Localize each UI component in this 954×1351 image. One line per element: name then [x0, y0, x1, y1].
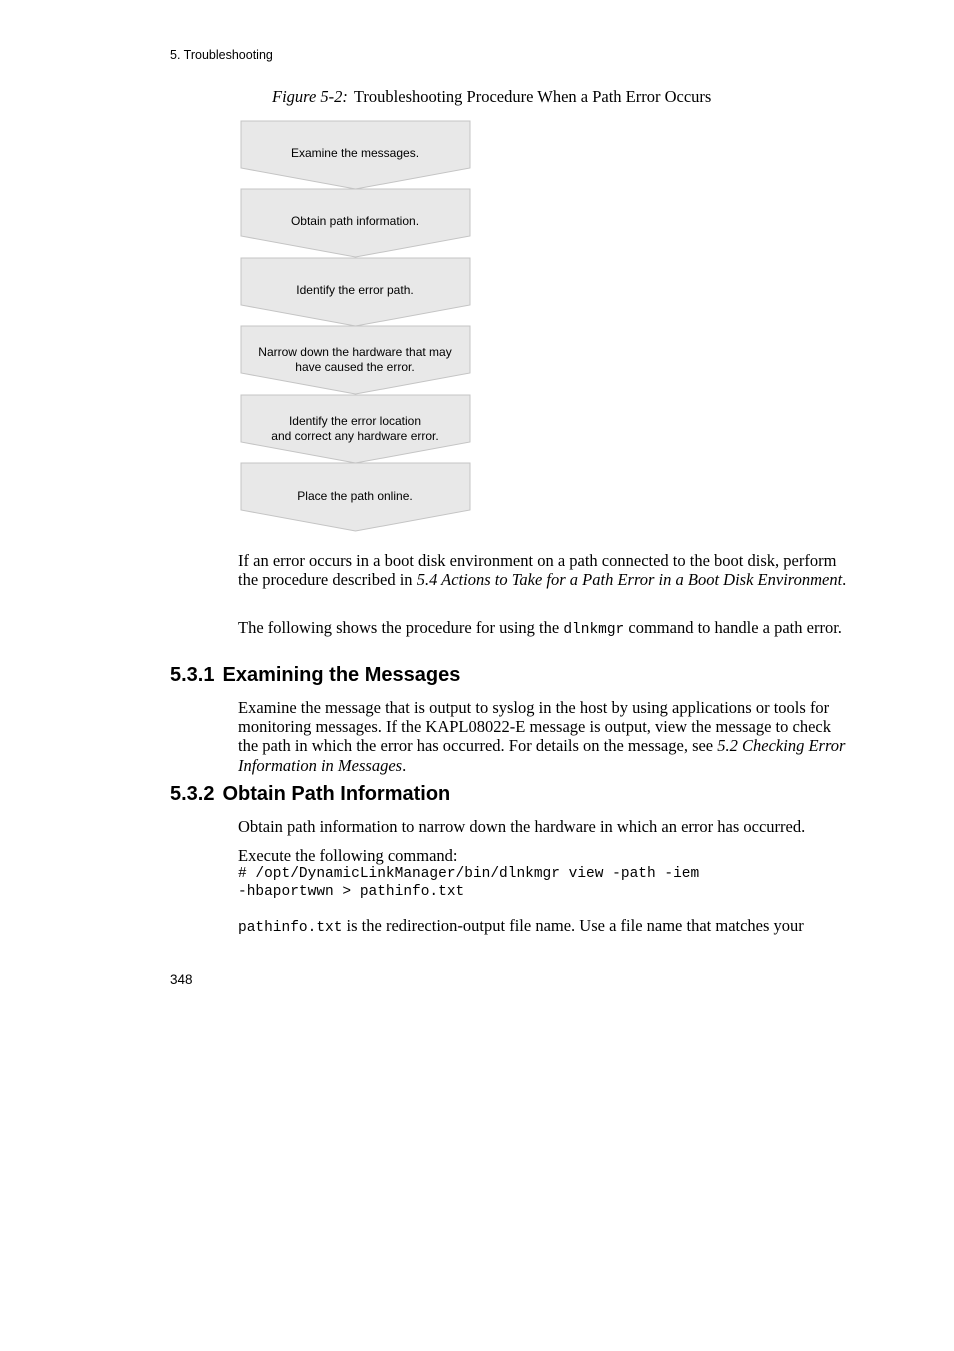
paragraph-text: Examine the message that is output to syslog in the host by using applications or tools for monitoring messages. If the KAPL08022-E message is output, view the message to check the path in which the error has occurred. For details on the message, see	[238, 698, 831, 756]
paragraph-text: Execute the following command:	[238, 846, 458, 865]
code-line: # /opt/DynamicLinkManager/bin/dlnkmgr view -path -iem	[238, 866, 700, 882]
paragraph-end: .	[402, 755, 407, 775]
flow-step-place-path-online	[240, 474, 470, 520]
flow-step-narrow-down-hardware	[240, 337, 470, 383]
paragraph-text: The following shows the procedure for using the	[238, 618, 564, 637]
paragraph-text: is the redirection-output file name. Use a file name that matches your	[342, 916, 804, 935]
section-title: Examining the Messages	[222, 664, 461, 686]
running-head: 5. Troubleshooting	[170, 48, 273, 62]
flow-step-label: Identify the error path.	[296, 283, 414, 298]
cross-reference-5-2: 5.2 Checking Error Information in Messages	[238, 736, 846, 775]
paragraph-text: Obtain path information to narrow down the hardware in which an error has occurred.	[238, 817, 806, 836]
figure-label: Figure 5-2:	[272, 87, 348, 106]
section-heading-5-3-2	[170, 783, 450, 806]
flow-step-identify-error-path	[240, 268, 470, 314]
flow-step-label-line1: Identify the error location	[288, 413, 422, 428]
section-5-3-1-paragraph	[238, 698, 848, 775]
flow-step-label: Place the path online.	[297, 489, 413, 504]
figure-caption	[272, 87, 711, 107]
flow-step-label-line2: have caused the error.	[295, 360, 415, 374]
flow-step-label-line1: Narrow down the hardware that may	[258, 344, 452, 359]
section-5-3-2-paragraph-2	[238, 846, 848, 865]
flowchart-shapes	[240, 120, 472, 535]
flow-step-label: Examine the messages.	[290, 146, 420, 161]
section-5-3-2-paragraph-3	[238, 916, 878, 938]
section-title: Obtain Path Information	[222, 783, 451, 805]
command-name: dlnkmgr	[563, 622, 625, 638]
file-name: pathinfo.txt	[238, 920, 343, 936]
flow-step-examine-messages	[240, 131, 470, 177]
page-number: 348	[170, 972, 193, 987]
section-heading-5-3-1	[170, 664, 460, 687]
flow-step-obtain-path-info	[240, 199, 470, 245]
paragraph-text: If an error occurs in a boot disk environment on a path connected to the boot disk, perform the procedure described in	[238, 551, 837, 590]
flow-step-label: Obtain path information.	[290, 214, 420, 229]
intro-paragraph-dlnkmgr	[238, 618, 848, 640]
flow-step-identify-error-location	[240, 406, 470, 452]
cross-reference-5-4: 5.4 Actions to Take for a Path Error in a Boot Disk Environment	[416, 570, 843, 590]
code-line: -hbaportwwn > pathinfo.txt	[238, 883, 465, 900]
paragraph-end: .	[842, 570, 847, 590]
figure-title: Troubleshooting Procedure When a Path Error Occurs	[353, 87, 712, 106]
section-5-3-2-paragraph-1	[238, 817, 878, 836]
flow-step-label-line2: and correct any hardware error.	[271, 429, 439, 443]
paragraph-text: command to handle a path error.	[624, 618, 842, 637]
command-example	[238, 866, 699, 901]
intro-paragraph-boot-disk	[238, 551, 848, 589]
section-number: 5.3.1	[170, 664, 215, 686]
troubleshooting-flowchart	[240, 120, 472, 535]
section-number: 5.3.2	[170, 783, 215, 805]
